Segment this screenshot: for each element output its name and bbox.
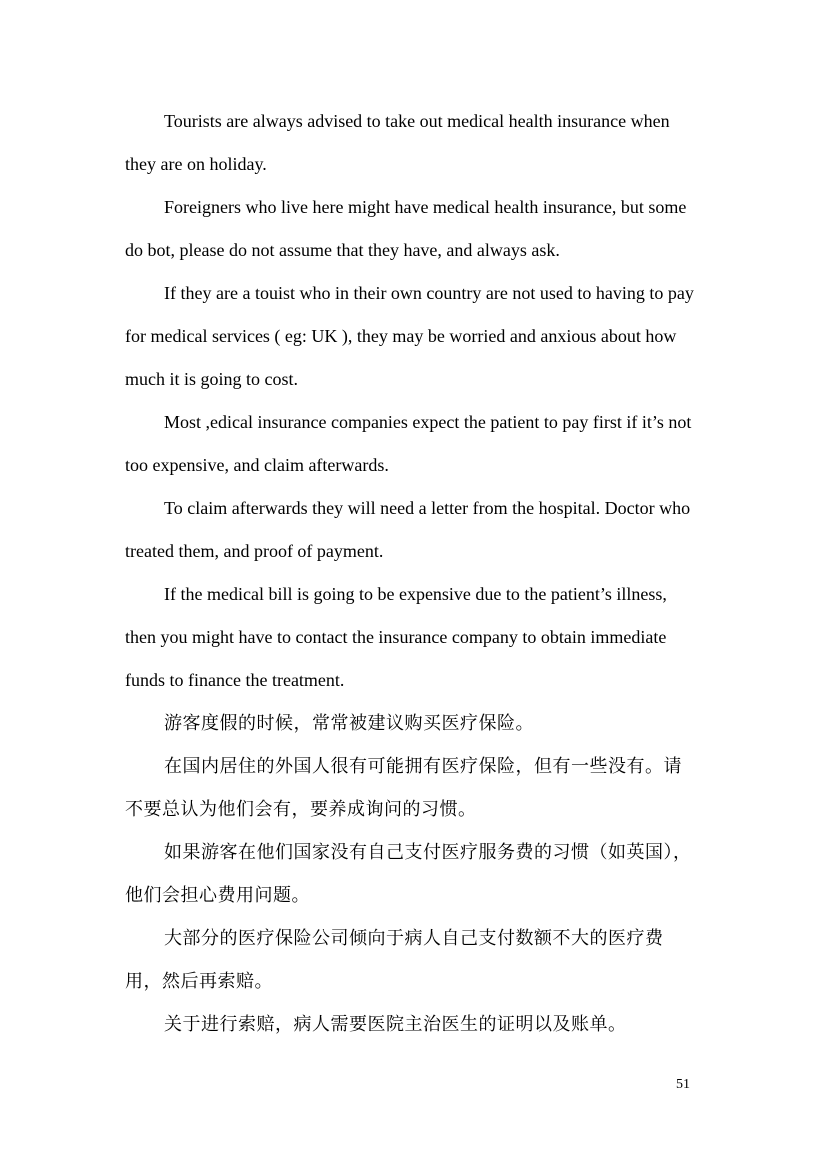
paragraph-en-5: To claim afterwards they will need a letter from the hospital. Doctor who treated them, and proof of payment. [125,498,691,561]
paragraph-zh-5: 关于进行索赔，病人需要医院主治医生的证明以及账单。 [164,1014,627,1035]
page-number: 51 [676,1077,690,1092]
paragraph-zh-1: 游客度假的时候，常常被建议购买医疗保险。 [164,713,534,734]
paragraph-zh-4: 大部分的医疗保险公司倾向于病人自己支付数额不大的医疗费用，然后再索赔。 [125,928,664,992]
paragraph-zh-3: 如果游客在他们国家没有自己支付医疗服务费的习惯（如英国）， 他们会担心费用问题。 [125,842,692,906]
paragraph-en-3: If they are a touist who in their own country are not used to having to pay for medical services ( eg: UK ), they may be worried and anxious about how much it is going to cost. [125,283,694,389]
paragraph-en-1: Tourists are always advised to take out medical health insurance when they are on holiday. [125,111,670,174]
paragraph-en-6: If the medical bill is going to be expensive due to the patient’s illness, then you might have to contact the insurance company to obtain immediate funds to finance the treatment. [125,584,667,690]
paragraph-en-2: Foreigners who live here might have medical health insurance, but some do bot, please do not assume that they have, and always ask. [125,197,687,260]
page-body [125,100,700,1046]
paragraph-zh-2: 在国内居住的外国人很有可能拥有医疗保险，但有一些没有。请不要总认为他们会有，要养成询问的习惯。 [125,756,682,820]
paragraph-en-4: Most ,edical insurance companies expect the patient to pay first if it’s not too expensive, and claim afterwards. [125,412,692,475]
